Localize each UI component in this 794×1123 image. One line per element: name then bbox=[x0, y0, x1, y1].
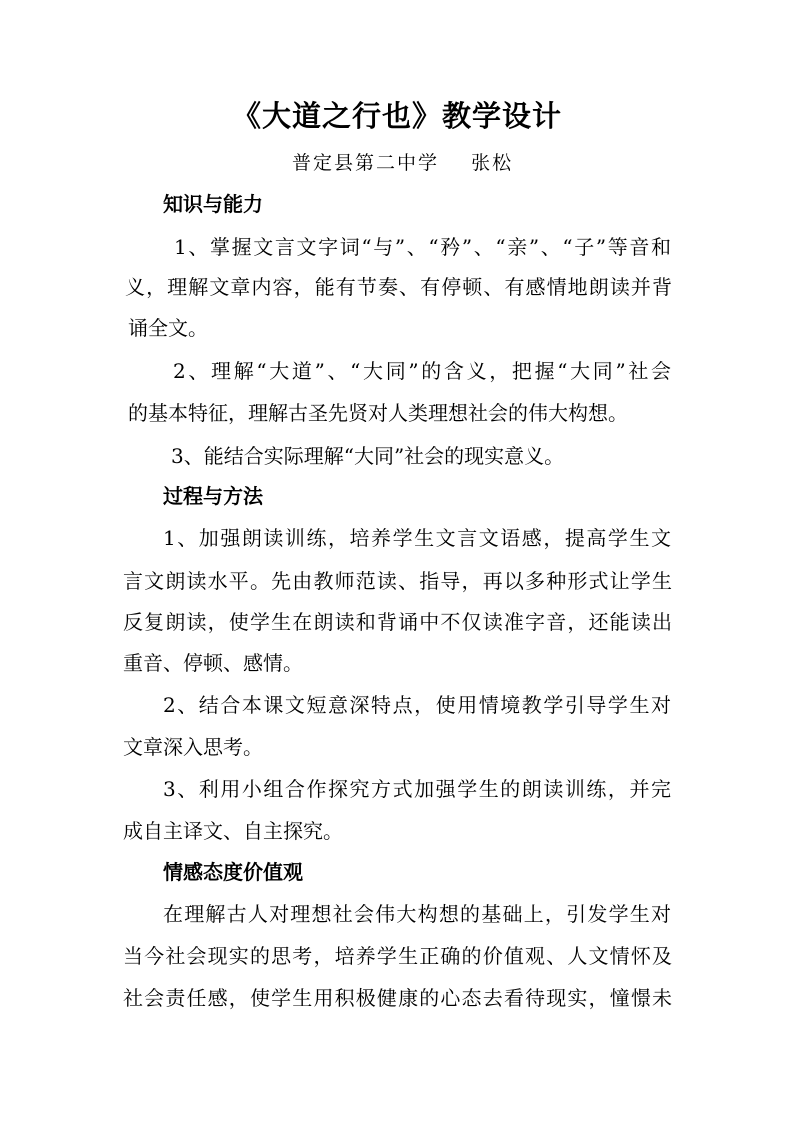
paragraph-line: 文章深入思考。 bbox=[123, 735, 263, 759]
paragraph-line: 的基本特征，理解古圣先贤对人类理想社会的伟大构想。 bbox=[128, 401, 628, 425]
section-heading-emotion: 情感态度价值观 bbox=[163, 860, 303, 884]
paragraph-line: 社会责任感，使学生用积极健康的心态去看待现实，憧憬未 bbox=[123, 986, 672, 1010]
section-heading-process: 过程与方法 bbox=[163, 484, 263, 508]
paragraph-line: 诵全文。 bbox=[128, 316, 208, 340]
paragraph-line: 3、能结合实际理解“大同”社会的现实意义。 bbox=[171, 444, 565, 468]
paragraph-line: 当今社会现实的思考，培养学生正确的价值观、人文情怀及 bbox=[123, 944, 672, 968]
document-title: 《大道之行也》教学设计 bbox=[231, 99, 562, 133]
author-line: 普定县第二中学 张松 bbox=[292, 152, 514, 174]
paragraph-line: 2、结合本课文短意深特点，使用情境教学引导学生对 bbox=[163, 693, 671, 717]
paragraph-line: 言文朗读水平。先由教师范读、指导，再以多种形式让学生 bbox=[123, 569, 672, 593]
paragraph-line: 成自主译文、自主探究。 bbox=[123, 819, 343, 843]
paragraph-line: 反复朗读，使学生在朗读和背诵中不仅读准字音，还能读出 bbox=[123, 610, 672, 634]
paragraph-line: 在理解古人对理想社会伟大构想的基础上，引发学生对 bbox=[163, 902, 671, 926]
paragraph-line: 1、掌握文言文字词“与”、“矜”、“亲”、“子”等音和 bbox=[174, 235, 671, 259]
paragraph-line: 义，理解文章内容，能有节奏、有停顿、有感情地朗读并背 bbox=[125, 275, 672, 299]
paragraph-line: 3、利用小组合作探究方式加强学生的朗读训练，并完 bbox=[163, 777, 671, 801]
paragraph-line: 2、理解“大道”、“大同”的含义，把握“大同”社会 bbox=[173, 359, 671, 383]
section-heading-knowledge: 知识与能力 bbox=[163, 192, 263, 216]
paragraph-line: 1、加强朗读训练，培养学生文言文语感，提高学生文 bbox=[163, 526, 671, 550]
paragraph-line: 重音、停顿、感情。 bbox=[123, 651, 303, 675]
